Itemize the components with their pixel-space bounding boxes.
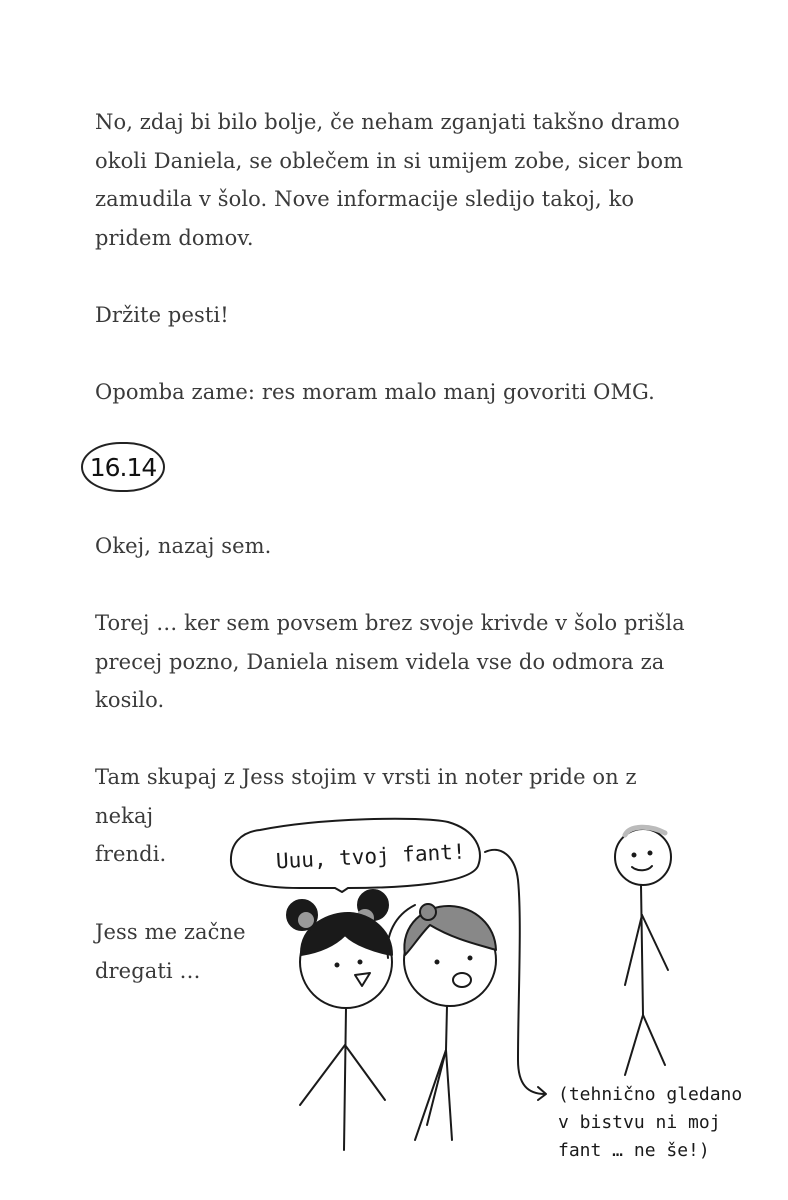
hair-bun bbox=[420, 904, 436, 920]
text-line: Torej … ker sem povsem brez svoje krivde v šolo prišla bbox=[95, 611, 685, 635]
text-line: kosilo. bbox=[95, 688, 165, 712]
text-line: okoli Daniela, se oblečem in si umijem zobe, sicer bom bbox=[95, 148, 684, 173]
text-line: frendi. bbox=[95, 842, 167, 866]
text-line: Jess me začne bbox=[95, 920, 246, 944]
arrow-head-icon bbox=[538, 1087, 546, 1100]
paragraph-fingers-crossed: Držite pesti! bbox=[95, 303, 229, 327]
paragraph-intro bbox=[95, 103, 695, 257]
girl-right-figure bbox=[387, 904, 496, 1140]
text-line: pridem domov. bbox=[95, 225, 254, 250]
connector-line bbox=[485, 850, 545, 1094]
text-line: zamudila v šolo. Nove informacije sledijo takoj, ko bbox=[95, 187, 635, 211]
text-line: dregati … bbox=[95, 958, 201, 983]
paragraph-queue bbox=[95, 758, 695, 874]
text-line: precej pozno, Daniela nisem videla vse do odmora za bbox=[95, 649, 665, 674]
paragraph-late-to-school bbox=[95, 604, 695, 720]
time-badge: 16.14 bbox=[81, 442, 165, 492]
girl-left-figure bbox=[287, 890, 392, 1150]
note-line: v bistvu ni moj bbox=[558, 1112, 721, 1133]
paragraph-jess-nudges bbox=[95, 913, 295, 990]
text-line: No, zdaj bi bilo bolje, če neham zganjati takšno dramo bbox=[95, 110, 680, 134]
paragraph-back: Okej, nazaj sem. bbox=[95, 534, 272, 558]
text-line: Tam skupaj z Jess stojim v vrsti in noter pride on z nekaj bbox=[95, 765, 637, 828]
note-line: (tehnično gledano bbox=[558, 1084, 743, 1105]
hair-bun-right bbox=[358, 890, 388, 920]
paragraph-note-to-self: Opomba zame: res moram malo manj govoriti OMG. bbox=[95, 380, 655, 404]
speech-bubble-text: Uuu, tvoj fant! bbox=[275, 839, 466, 874]
note-line: fant … ne še!) bbox=[558, 1140, 710, 1161]
